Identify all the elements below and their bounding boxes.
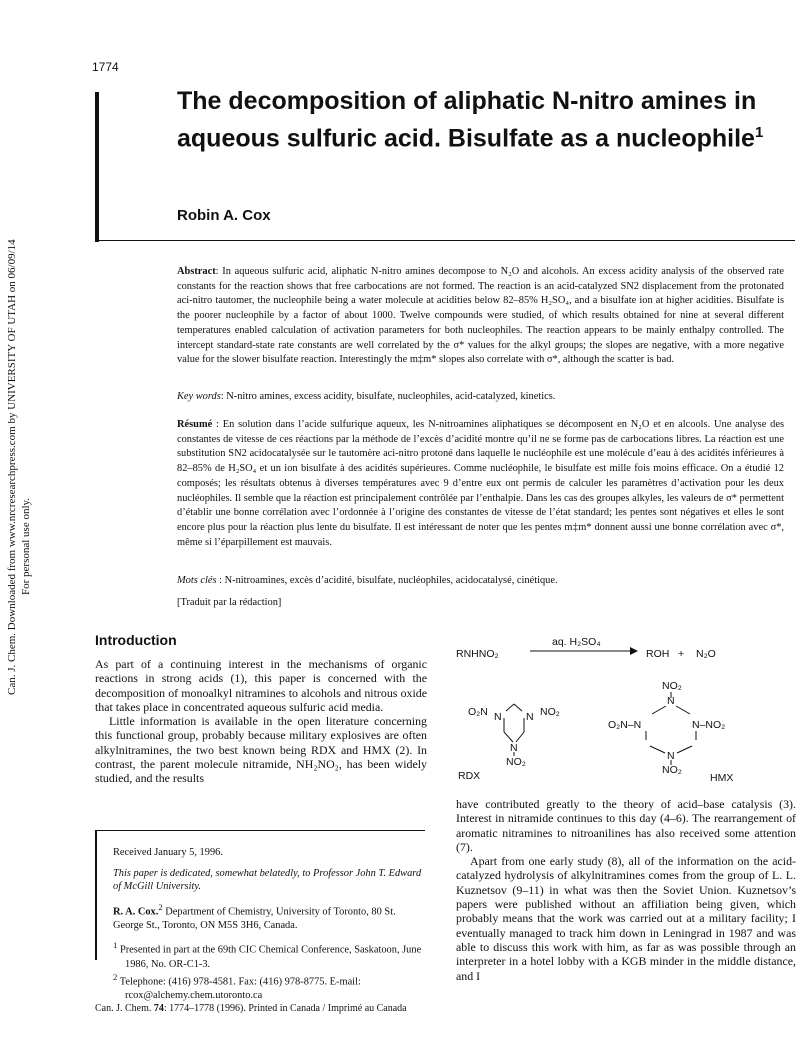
page-number: 1774 <box>92 60 119 74</box>
scheme-plus: + <box>678 648 685 660</box>
footer-journal: Can. J. Chem. <box>95 1003 152 1014</box>
abstract <box>177 265 784 368</box>
footnote-box-rule-vertical <box>95 830 97 960</box>
scheme-reactant: RNHNO₂ <box>456 648 499 660</box>
rdx-n-left: N <box>494 711 502 723</box>
reaction-scheme <box>456 632 796 792</box>
translator-note: [Traduit par la rédaction] <box>177 597 282 608</box>
article-title <box>177 86 787 154</box>
hmx-n-no2: N–NO₂ <box>692 719 726 731</box>
intro-right-paragraph-1: have contributed greatly to the theory of acid–base catalysis (3). Interest in nitramide continues to this day (4–6). The rearrangement of aromatic nitramines to nitroanilines has also received some attention (7). <box>456 797 796 854</box>
scheme-product-alcohol: ROH <box>646 648 670 660</box>
resume-text: : En solution dans l’acide sulfurique aqueux, les N-nitroamines aliphatiques se décomposent en N₂O et en alcools. Une analyse des constantes de vitesse de ces réactions par la méthode de l’excès d’acidité montre qu’il ne se forme pas de carbocations libres. La réaction est une substitution SN2 acidocatalysée sur le tautomère aci-nitro protoné dans laquelle le nucléophile est une molécule d’eau à des acidités inférieures à 82–85% de H₂SO₄ et un ion bisulfate à des acidités supérieures. Comme nucléophile, le bisulfate est mille fois moins efficace. On a étudié 12 composés; les résultats obtenus à diverses températures avec 9 d’entre eux ont permis de calculer les paramètres d’activation pour les deux nucléophiles. Il semble que la réaction est principalement contrôlée par l’enthalpie. Dans les cas des groupes alkyles, les valeurs de σ* permettent d’établir une bonne corrélation avec l’ordonnée à l’origine des constantes de vitesse de l’état standard; les pentes sont négatives et elles le sont encore plus pour la réaction plus lente du bisulfate. Il est intéressant de noter que les pentes m‡m* donnent aussi une bonne corrélation avec σ*, même si l’éparpillement est mauvais. <box>177 419 784 548</box>
abstract-text: : In aqueous sulfuric acid, aliphatic N-nitro amines decompose to N₂O and alcohols. An excess acidity analysis of the observed rate constants for the reaction shows that free carbocations are not formed. The reaction is an acid-catalyzed SN2 displacement from the protonated aci-nitro tautomer, the nucleophile being a water molecule at acidities below 82–85% H₂SO₄, and a bisulfate ion at higher acidities. Bisulfate is the poorer nucleophile by a factor of about 1000. Twelve compounds were studied, of which results obtained for nine at several different temperatures enabled calculation of activation parameters for both nucleophiles. The reaction appears to be mainly enthalpy controlled. The intercept standard-state rate constants are well correlated by the σ* values for the alkyl groups; the slopes are negative, with a more negative value for the slower bisulfate reaction. Interestingly the m‡m* slopes also correlate with σ*, although the scatter is bad. <box>177 266 784 366</box>
received-date: Received January 5, 1996. <box>113 847 223 858</box>
title-text: The decomposition of aliphatic N-nitro amines in aqueous sulfuric acid. Bisulfate as a nucleophile <box>177 87 757 153</box>
ring-bonds <box>456 632 796 792</box>
hmx-o2n-n: O₂N–N <box>608 719 642 731</box>
download-notice: Can. J. Chem. Downloaded from www.nrcresearchpress.com by UNIVERSITY OF UTAH on 06/09/14 <box>6 239 18 695</box>
author: Robin A. Cox <box>177 207 271 224</box>
author-affiliation <box>113 901 423 933</box>
dedication: This paper is dedicated, somewhat belatedly, to Professor John T. Edward of McGill University. <box>113 867 422 893</box>
affiliation-address: Department of Chemistry, University of Toronto, 80 St. George St., Toronto, ON M5S 3H6, Canada. <box>113 906 396 931</box>
hmx-label: HMX <box>710 772 734 784</box>
personal-use-notice: For personal use only. <box>20 497 32 595</box>
article-footnotes <box>113 846 423 1003</box>
rdx-o2n: O₂N <box>468 706 488 718</box>
scheme-reagent: aq. H₂SO₄ <box>552 636 601 648</box>
keywords-text: : N-nitro amines, excess acidity, bisulfate, nucleophiles, acid-catalyzed, kinetics. <box>220 391 556 402</box>
intro-paragraph-2: Little information is available in the open literature concerning this functional group, probably because military explosives are often alkylnitramines, the two best known being RDX and HMX (2). In contrast, the parent molecule nitramide, NH₂NO₂, has been widely studied, and the results <box>95 714 427 786</box>
hmx-n-top: N <box>667 695 675 707</box>
footnote-1-text: Presented in part at the 69th CIC Chemical Conference, Saskatoon, June 1986, No. OR-C1-3. <box>119 944 422 970</box>
footnote-2-mark: 2 <box>113 972 118 983</box>
rdx-no2-bottom: NO₂ <box>506 756 526 768</box>
keywords-label: Key words <box>177 391 221 402</box>
mots-cles <box>177 574 784 589</box>
hmx-no2-top: NO₂ <box>662 680 682 692</box>
intro-paragraph-1: As part of a continuing interest in the mechanisms of organic reactions in strong acids (1), this paper is concerned with the decomposition of monoalkyl nitramines to alcohols and nitrous oxide that takes place in concentrated aqueous sulfuric acid media. <box>95 657 427 714</box>
abstract-label: Abstract <box>177 266 216 277</box>
mots-cles-label: Mots clés <box>177 575 217 586</box>
affiliation-mark: 2 <box>158 901 163 912</box>
mots-cles-text: : N-nitroamines, excès d’acidité, bisulfate, nucléophiles, acidocatalysé, cinétique. <box>216 575 558 586</box>
footnote-2-text: Telephone: (416) 978-4581. Fax: (416) 978-8775. E-mail: rcox@alchemy.chem.utoronto.ca <box>119 976 361 1002</box>
intro-left-column <box>95 657 427 786</box>
rdx-n-bottom: N <box>510 742 518 754</box>
hmx-no2-bottom: NO₂ <box>662 764 682 776</box>
scheme-product-n2o: N₂O <box>696 648 716 660</box>
rdx-label: RDX <box>458 770 481 782</box>
hmx-n-bottom: N <box>667 750 675 762</box>
footnote-2 <box>113 971 423 1003</box>
rdx-no2-right: NO₂ <box>540 706 560 718</box>
footnote-box-rule-horizontal <box>95 830 425 831</box>
intro-right-column <box>456 797 796 983</box>
section-heading-introduction: Introduction <box>95 632 177 648</box>
footnote-1 <box>113 939 423 971</box>
resume <box>177 418 784 550</box>
intro-right-paragraph-2: Apart from one early study (8), all of the information on the acid-catalyzed hydrolysis of alkylnitramines comes from the group of L. L. Kuznetsov (9–11) in what was then the Soviet Union. Kuznetsov’s papers were published without an affiliation being given, which probably means that the work was carried out at a military facility; I eventually managed to track him down in Leningrad in 1987 and was able to discuss this work with him, as far as was possible through an interpreter in a hotel lobby with a KGB minder in the middle distance, and I <box>456 854 796 983</box>
keywords <box>177 390 784 405</box>
footer-citation: : 1774–1778 (1996). Printed in Canada / Imprimé au Canada <box>163 1003 407 1014</box>
resume-label: Résumé <box>177 419 213 430</box>
rdx-n-right: N <box>526 711 534 723</box>
footer-volume: 74 <box>153 1003 164 1014</box>
affiliation-author: R. A. Cox. <box>113 906 159 918</box>
title-footnote-mark: 1 <box>754 124 764 141</box>
title-rule <box>95 92 99 242</box>
footnote-1-mark: 1 <box>113 940 118 951</box>
header-rule <box>95 240 795 241</box>
journal-footer <box>95 1003 407 1014</box>
